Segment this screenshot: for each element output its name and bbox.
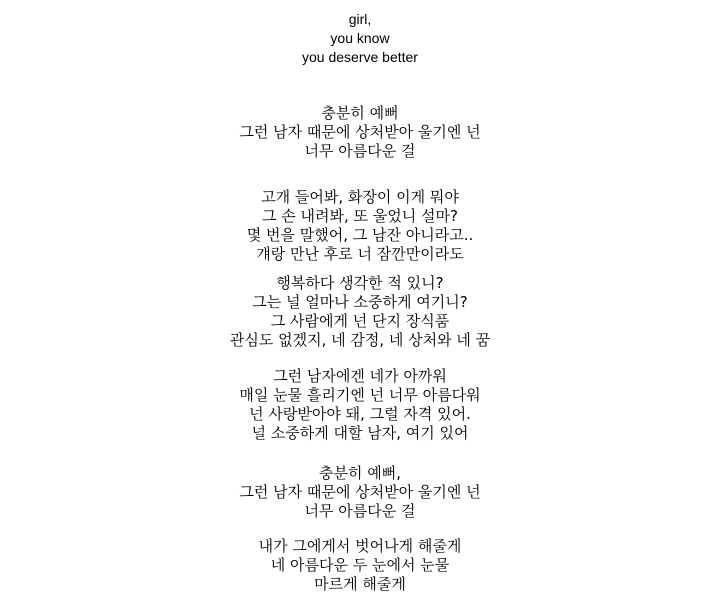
- lyric-line: 충분히 예뻐: [321, 104, 399, 122]
- lyric-line: 내가 그에게서 벗어나게 해줄게: [258, 537, 462, 555]
- lyric-line: 그런 남자 때문에 상처받아 울기엔 넌: [239, 483, 481, 501]
- lyric-line: 넌 사랑받아야 돼, 그럴 자격 있어.: [249, 405, 471, 423]
- stanza-verse-3: [0, 367, 720, 443]
- lyric-line: 네 아름다운 두 눈에서 눈물: [270, 556, 450, 574]
- stanza-outro: [0, 537, 720, 594]
- stanza-chorus-2: [0, 464, 720, 521]
- lyric-line: 그런 남자 때문에 상처받아 울기엔 넌: [239, 123, 481, 141]
- lyric-line: 너무 아름다운 걸: [304, 502, 416, 520]
- lyric-line: you know: [330, 30, 390, 46]
- lyric-line: 그 손 내려봐, 또 울었니 설마?: [262, 207, 458, 225]
- lyric-line: 관심도 없겠지, 네 감정, 네 상처와 네 꿈: [229, 331, 491, 349]
- lyric-line: 걔랑 만난 후로 너 잠깐만이라도: [256, 245, 464, 263]
- stanza-chorus-1: [0, 104, 720, 161]
- stanza-verse-2: [0, 274, 720, 350]
- lyric-line: 너무 아름다운 걸: [304, 142, 416, 160]
- lyric-line: 그런 남자에겐 네가 아까워: [273, 367, 447, 385]
- lyric-line: girl,: [348, 11, 372, 27]
- lyric-line: 충분히 예뻐,: [319, 464, 401, 482]
- stanza-verse-1: [0, 188, 720, 264]
- lyric-line: 널 소중하게 대할 남자, 여기 있어: [251, 424, 469, 442]
- lyric-line: 마르게 해줄게: [314, 575, 406, 593]
- lyric-line: 그 사람에게 넌 단지 장식품: [270, 312, 450, 330]
- lyric-line: 행복하다 생각한 적 있니?: [276, 274, 444, 292]
- stanza-intro: [0, 10, 720, 67]
- lyric-line: you deserve better: [302, 49, 418, 65]
- lyric-line: 매일 눈물 흘리기엔 넌 너무 아름다워: [239, 386, 481, 404]
- lyric-line: 고개 들어봐, 화장이 이게 뭐야: [261, 188, 459, 206]
- lyric-line: 몇 번을 말했어, 그 남잔 아니라고..: [246, 226, 474, 244]
- lyric-line: 그는 널 얼마나 소중하게 여기니?: [252, 293, 468, 311]
